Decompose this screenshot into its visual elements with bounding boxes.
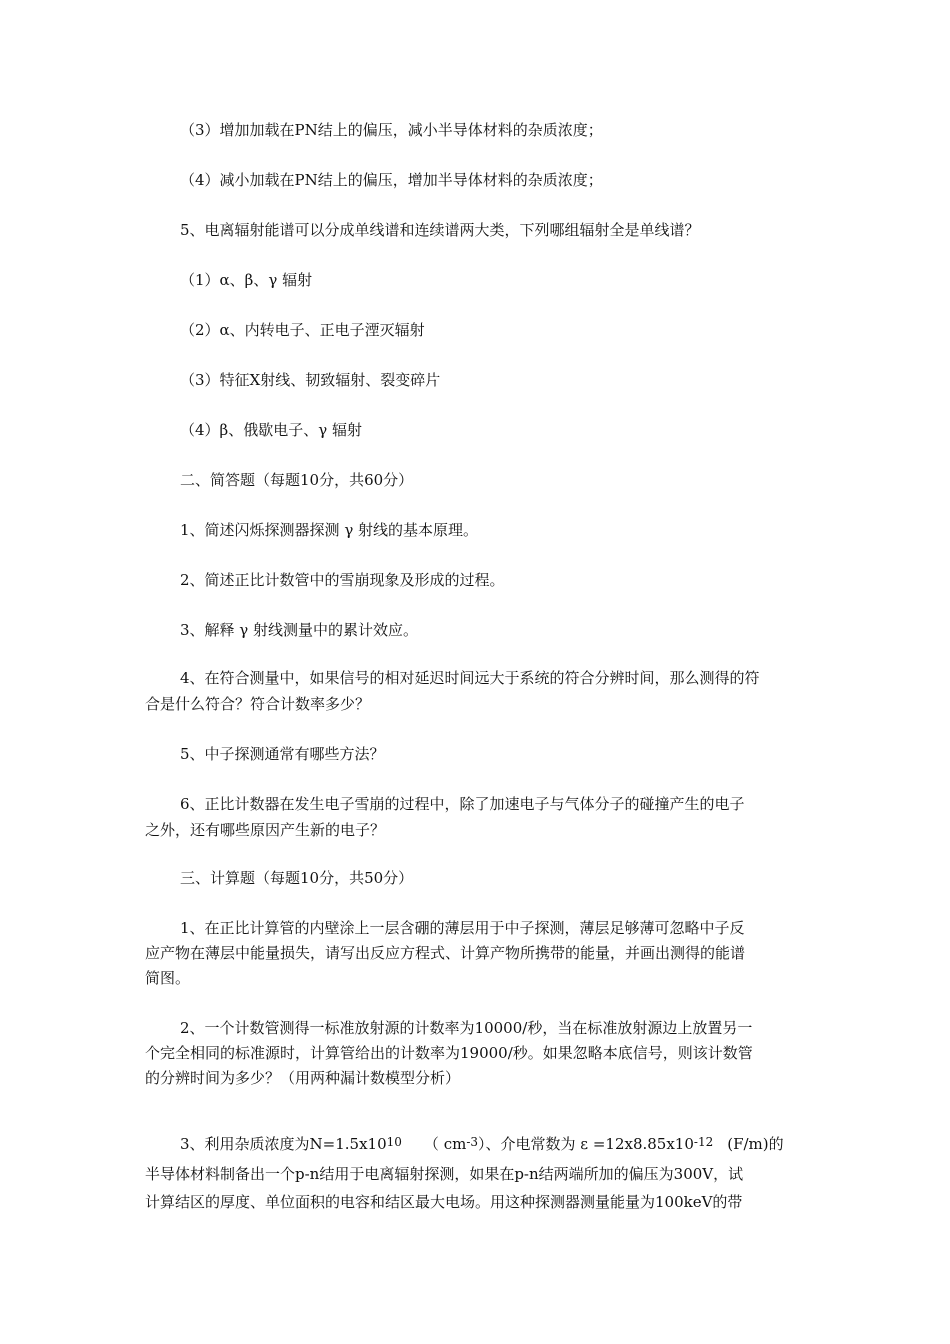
s3-question-1-line-3: 简图。 — [145, 969, 191, 987]
option-3: （3）增加加载在PN结上的偏压，减小半导体材料的杂质浓度； — [180, 121, 603, 139]
s2-question-5: 5、中子探测通常有哪些方法？ — [180, 745, 385, 763]
s2-question-4-line-1: 4、在符合测量中，如果信号的相对延迟时间远大于系统的符合分辨时间，那么测得的符 — [180, 669, 760, 687]
s3-question-3-line-3: 计算结区的厚度、单位面积的电容和结区最大电场。用这种探测器测量能量为100keV的带 — [145, 1193, 743, 1211]
q3-exponent-2: -3 — [466, 1135, 479, 1149]
q5-option-4: （4）β、俄歇电子、γ 辐射 — [180, 421, 362, 439]
s2-question-6-line-2: 之外，还有哪些原因产生新的电子？ — [145, 821, 386, 839]
q3-text-part-1: 3、利用杂质浓度为N=1.5x10 — [180, 1135, 387, 1153]
q3-exponent-1: 10 — [386, 1135, 402, 1149]
s3-question-1-line-1: 1、在正比计算管的内壁涂上一层含硼的薄层用于中子探测，薄层足够薄可忽略中子反 — [180, 919, 745, 937]
question-5: 5、电离辐射能谱可以分成单线谱和连续谱两大类，下列哪组辐射全是单线谱？ — [180, 221, 700, 239]
q3-text-part-2: （ cm — [423, 1135, 467, 1153]
s2-question-2: 2、简述正比计数管中的雪崩现象及形成的过程。 — [180, 571, 505, 589]
s2-question-3: 3、解释 γ 射线测量中的累计效应。 — [180, 621, 419, 639]
q3-exponent-3: -12 — [693, 1135, 714, 1149]
q3-text-part-3: ）、介电常数为 ε =12x8.85x10 — [478, 1135, 694, 1153]
s3-question-2-line-2: 个完全相同的标准源时，计算管给出的计数率为19000/秒。如果忽略本底信号，则该计数管 — [145, 1044, 753, 1062]
s2-question-4-line-2: 合是什么符合？符合计数率多少？ — [145, 695, 371, 713]
q5-option-3: （3）特征X射线、韧致辐射、裂变碎片 — [180, 371, 441, 389]
q3-text-part-4: (F/m)的 — [727, 1135, 784, 1153]
q5-option-2: （2）α、内转电子、正电子湮灭辐射 — [180, 321, 425, 339]
section-2-heading: 二、简答题（每题10分，共60分） — [180, 471, 414, 489]
s2-question-1: 1、简述闪烁探测器探测 γ 射线的基本原理。 — [180, 521, 479, 539]
s2-question-6-line-1: 6、正比计数器在发生电子雪崩的过程中，除了加速电子与气体分子的碰撞产生的电子 — [180, 795, 745, 813]
s3-question-2-line-3: 的分辨时间为多少？（用两种漏计数模型分析） — [145, 1069, 461, 1087]
s3-question-1-line-2: 应产物在薄层中能量损失，请写出反应方程式、计算产物所携带的能量，并画出测得的能谱 — [145, 944, 746, 962]
q5-option-1: （1）α、β、γ 辐射 — [180, 271, 313, 289]
section-3-heading: 三、计算题（每题10分，共50分） — [180, 869, 414, 887]
s3-question-3-line-1 — [180, 1134, 784, 1154]
s3-question-3-line-2: 半导体材料制备出一个p-n结用于电离辐射探测，如果在p-n结两端所加的偏压为300V，试 — [145, 1165, 744, 1183]
option-4: （4）减小加载在PN结上的偏压，增加半导体材料的杂质浓度； — [180, 171, 603, 189]
s3-question-2-line-1: 2、一个计数管测得一标准放射源的计数率为10000/秒，当在标准放射源边上放置另一 — [180, 1019, 753, 1037]
